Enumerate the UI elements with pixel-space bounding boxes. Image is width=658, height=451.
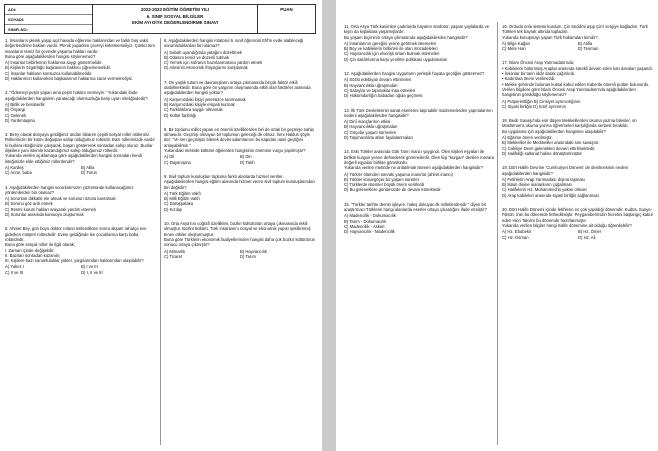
page1-column-2 [164, 38, 316, 448]
exam-header [4, 4, 316, 34]
answer-option[interactable]: A) Yalnız I [5, 264, 24, 270]
answer-option[interactable]: D) Torun [81, 170, 97, 176]
answer-option[interactable]: D) Hz. Ali [578, 234, 596, 240]
answer-options [5, 196, 157, 217]
answer-option[interactable]: A) İnsanlar birbirlerinin haklarına saygı göstermelidir. [5, 60, 103, 66]
answer-option[interactable]: A) Türk Eğitim Vakfı [164, 190, 201, 196]
question [5, 90, 157, 123]
question-stem: 4. Aşağıdakilerden hangisi sorunlarımızın çözümünde kullanacağımız yöntemlerden biri olamaz? [5, 184, 134, 195]
answer-option[interactable]: A) Hz. Ebubekir [502, 229, 532, 235]
answer-option[interactable]: B) Atilla [578, 40, 593, 46]
answer-option[interactable]: B) Din [240, 154, 252, 160]
answer-option[interactable]: A) Madencilik - Dokumacılık [344, 213, 396, 219]
question [502, 118, 654, 156]
question-stem: 1. İnsanların plenik yaşıp açıt havada eğlenme haklarından ve farklı boş vakit değerlendirme hakları vardır. Plenik yaparken çevreyi kirletmemeliyiz. Çünkü tüm insanların temiz bir çevrede yaşama hakları vardır. Buna göre aşağıdakilerden hangisi söylenemez? [5, 38, 155, 59]
surname-field[interactable]: SOYADI: [5, 15, 92, 25]
name-field[interactable]: ADI: [5, 5, 92, 15]
question-stem: 2. "Ödemeyi peşin yapan ama peşin hüküm vermeyin." Yukarıdaki ifade aşağıdakilerden hangisinin yaratacağı olumsuzluğa karşı uyarı niteliğindedir? [5, 90, 148, 101]
answer-option[interactable]: C) Dayanışma [164, 159, 191, 165]
answer-options [5, 102, 157, 123]
answer-option[interactable]: D) Sorunlar arasında kamuoyu oluşturmak [5, 212, 84, 218]
answer-option[interactable]: C) Göçebe yaşam sürmeleri [344, 129, 397, 135]
answer-option[interactable]: D) Yardımlaşma [5, 117, 35, 123]
answer-options [502, 135, 654, 156]
question-stem: 14. Eski Türkler arasında Gök Tanrı inancı yaygındı. Ölen kişileri eşyaları ile birlikte kurgan yerine defnederek gömmelerdir. Ölen kişi "kurgan" denilen mezara değerli eşyaları birlikte gömülürdü. Yukarıda verilen metinde ne anlatılmak istenen aşağıdakilerden hangisidir? [344, 149, 495, 171]
answer-option[interactable]: C) Mete Han [502, 46, 526, 52]
answer-option[interactable]: A) Türkler ölümden sonraki yaşama inanırlar (ahiret inancı) [344, 171, 454, 177]
exam-name: EKİM AYI DİYK DEĞERLENDİRME SINAVI [132, 20, 218, 25]
answer-options [502, 229, 654, 240]
question-stem: 5. Ahmet Bey, gün boyu doktor rolünü üstlendikten sonra akşam rahatça eve giderken müşteri rolündedir. Evine geldiğinde ise çocuklarına karşı baba rolündedir. Buna göre sosyal roller ile ilgili olarak; I. Zaman içinde değişebilir, II. Bazıları sonradan kazanılır, III. Kişilere bazı sorumluluklar yükler, yargılarından haklarından ulaşılabilir? [5, 226, 147, 264]
answer-option[interactable]: B) Kişilerin özgürlüğü başkasının hakkını çiğnememelidir. [5, 65, 111, 71]
question [164, 38, 316, 71]
answer-option[interactable]: C) Halifelerin Hz. Muhammed'in yakını olması [502, 187, 587, 193]
answer-option[interactable]: C) II ve III [5, 269, 24, 275]
answer-option[interactable]: A) Sorunları dikkatle ele almak ve sorunun özünü kavramak [5, 196, 116, 202]
answer-option[interactable]: C) Yemek için sofranın hazırlanmasına yardım etmek [164, 60, 263, 66]
answer-option[interactable]: D) Kültür farklılığı [164, 112, 197, 118]
answer-options [502, 41, 654, 52]
question-stem: 10. Orta Asya'nın coğrafi özellikleri, bozkır kültürünün ortaya çıkmasında etkili olmuştur. Bozkır kültürü, Türk insanlarını sosyal ve ekonomik yapısı şekillenmiş tenev etkiler oluşturmuştur. Buna göre Türklerin ekonomik faaliyetlerinden hangisi daha çok bozkır kültürünün sonucu ortaya çıkmıştır? [164, 221, 315, 248]
answer-options [164, 154, 316, 165]
answer-options [502, 177, 654, 198]
answer-option[interactable]: C) Siyasi birliğin D) Sınıf ayrımının [502, 103, 566, 109]
score-label: PUAN [280, 7, 293, 12]
answer-option[interactable]: C) Madencilik - Askeri [344, 223, 385, 229]
answer-options [344, 41, 496, 62]
answer-option[interactable]: A) Dinî inançlarının etkisi [344, 119, 391, 125]
page1-column-1 [5, 38, 157, 448]
answer-option[interactable]: B) Hayvancılık [240, 248, 267, 254]
answer-options [5, 264, 157, 275]
question-stem: 17. İslam Öncesi Arap Yarımadası'nda; • Kabilelere bölünmüş Araplar arasında sürekli devam eden kan davaları yaşandı. • İnsanlar bir tanrı iddir darak çağırılırdı. • Kadınlara önem verilmezdi. • Mekke şehrinde bulunan kutsal kabul edilen Kabe'de önemli putları bulunurdu. Verilen bilgilere göre İslam Öncesi Arap Yarımadası'nda aşağıdakilerden hangisinin görüldüğü söylenemez? [502, 60, 653, 98]
question-stem: 19. Dört Halife Devrine 'Cumhuriyet Dönemi' de denilmesinin nedeni aşağıdakilerden hangisidir? [502, 165, 629, 176]
question-stem: 3. Birey olarak dünyaya geldiğimiz andan itibaren çeşitli sosyal roller üstleniriz. Rollerimizin bir kısmı doğuştan sahip olduğumuz rollerdir. Bazı rollerimizde vardır ki burlara isteğimizle çalışarak, başarı göstererek sonradan sahip oluruz. Bunlar ilişkilere yani istemle kazandığımız sahip olduğumuz rollerdir. Yukarıda verilen açıklamaya göre aşağıdakilerden hangisi sonradan kendi isteğimizle elde ettiğimiz rollerdendir? [5, 132, 155, 164]
page2-column-2 [502, 24, 654, 448]
answer-option[interactable]: B) Karşımızdaki kişiyle empati kurmak [164, 101, 235, 107]
column-divider [497, 22, 498, 445]
exam-page-1 [0, 0, 322, 451]
question [5, 38, 157, 81]
answer-option[interactable]: B) Türkler konargöçer bir yaşam sürerler [344, 176, 420, 182]
answer-options [164, 191, 316, 212]
answer-option[interactable]: B) Odasını temiz ve düzenli tutmak [164, 54, 229, 60]
answer-option[interactable]: C) Resmi kurum hakları arayarak yardım istemek [5, 206, 96, 212]
question-stem: 18. Bedir Savaşı'nda esir düşen Mekkelilerden okuma yazma bilenler, on Müslüman'a okuma yazma öğretmeleri karşılığında serbest bırakıldı. Bu uygulama için aşağıdakilerden hangisine ulaşılabilir? [502, 118, 637, 134]
question-stem: 13. İlk Türk Devletlerinin sanat eserlerini taşınabilir malzemelerden yapmalarının nedeni aşağıdakilerden hangisidir? [344, 107, 493, 118]
answer-option[interactable]: A) Mimarlık [164, 248, 186, 254]
answer-option[interactable]: B) Tarım - Dokumacılık [344, 218, 387, 224]
answer-option[interactable]: D) Halifeliği saltanat haline dönüştürmüştür [502, 150, 582, 156]
answer-options [502, 99, 654, 110]
question [5, 226, 157, 275]
question [5, 132, 157, 175]
question [502, 207, 654, 240]
answer-option[interactable]: C) Saraylar ve tapınaklar inşa etmeleri [344, 87, 416, 93]
answer-option[interactable]: C) Farklılıklara saygılı olmamak [164, 107, 223, 113]
question [164, 127, 316, 165]
answer-option[interactable]: D) Çin saldırılarına karşı yenilme politikası uygulamaları [344, 56, 448, 62]
answer-option[interactable]: A) İnsanlarının gereğini yerine getirmek istemeleri [344, 40, 437, 46]
answer-option[interactable]: B) Hz. Ömer [578, 229, 602, 235]
question-stem: 7. On yaşlık tutum ve davranışların ortaya çıkmasında birçok faktör etkili olabilmektedir. Buna göre ön yargının oluşmasında etkili olan faktörler arasında aşağıdakilerden hangisi yoktur? [164, 79, 311, 96]
answer-option[interactable]: B) Abla [81, 164, 95, 170]
answer-option[interactable]: D) Tarih [240, 159, 255, 165]
exam-title [93, 5, 257, 33]
answer-option[interactable]: B) I ve III [81, 264, 98, 270]
question [344, 24, 496, 62]
answer-option[interactable]: B) Milli Eğitim Vakfı [164, 196, 200, 202]
page2-column-1 [344, 24, 496, 448]
question [164, 221, 316, 259]
answer-option[interactable]: D) Arap kabileleri arasında siyasi birliğin sağlanması [502, 192, 599, 198]
question-stem: 12. Aşağıdakilerden hangisi Uygurların yerleşik hayata geçtiğini göstermez? [344, 71, 485, 77]
answer-option[interactable]: A) Bilge Kağan [502, 40, 530, 46]
question [344, 71, 496, 98]
answer-options [344, 77, 496, 98]
answer-option[interactable]: D) Haklarımızı kullanırken başkalarının haklarına zarar vermemeliyiz. [5, 76, 133, 82]
answer-option[interactable]: A) Karşımızdaki kişiyi yetersizce tanımamak [164, 96, 246, 102]
question [502, 24, 654, 51]
answer-option[interactable]: D) Bu geleneklere günümüzde de devam etmektedir [344, 187, 441, 193]
question [344, 149, 496, 192]
answer-option[interactable]: B) İslam dinine inananların çoğalması [502, 182, 572, 188]
answer-option[interactable]: A) Sabah uyandığında yatağını düzeltmek [164, 49, 242, 55]
question-stem: 16. Orduda onlu sistemi kurdum. Çin Seddi'ni aşıp Çin'i vergiye bağladım. Türk Türkleri tek bayrak altında topladım. Yukarıda konuşmayı yapan Türk hükümdarı kimdir? [502, 24, 648, 40]
answer-option[interactable]: A) Putperestliğin B) Cinsiyet ayrımcılığının [502, 98, 581, 104]
question [344, 108, 496, 141]
answer-options [344, 172, 496, 193]
answer-option[interactable]: A) Eğitime önem verilmiştir. [502, 135, 553, 141]
answer-option[interactable]: C) Hayvancılık için elverişli ortam bulmak istemeleri [344, 51, 440, 57]
class-number-field[interactable]: SINIFI-NO: [8, 27, 28, 32]
question [5, 185, 157, 218]
answer-options [164, 249, 316, 260]
answer-option[interactable]: D) Hayvancılık - Madencilik [344, 229, 395, 235]
answer-options [5, 60, 157, 81]
answer-option[interactable]: D) Hükümdarlığın babadan oğula geçmesi [344, 93, 423, 99]
question-stem: 8. Bir toplumu millet yapan en önemli özelliklerden biri de ortak bir geçmişe sahip olmasıdır. Geçmişi olmayan bir toplumun geleceği de olmaz. İsmi Haldun şöyle der: "Ve sen geçmişini bilerek devlet adamlarının bu kapıdan nasıl geçtiğini anlayabilirsin." Yukarıdaki metinde kültürel öğelerden hangisinin önemine vurgu yapılmıştır? [164, 126, 314, 154]
question-stem: 9. Sivil toplum kuruluşları topluma farklı alanlarda hizmet verirler. Aşağıdakilerden hangisi eğitim alanında hizmet veren sivil toplum kuruluşlarından biri değildir? [164, 173, 315, 190]
answer-option[interactable]: C) Türklerde istemler büyük önem verirlerdi [344, 182, 425, 188]
course-name: 6. SINIF SOSYAL BİLGİLER [146, 13, 204, 19]
answer-option[interactable]: C) Gelenek [5, 112, 27, 118]
answer-option[interactable]: B) Mekkeliler ile Medineliler arasındaki son savaşıtır. [502, 140, 600, 146]
student-info-box [5, 5, 93, 33]
question-stem: 6. Aşağıdakilerden hangisi rotatorul 6. sınıf öğrencisi Elif'in evde alabileceği sorumluluklardan biri olamaz? [164, 38, 304, 49]
question [164, 80, 316, 118]
answer-option[interactable]: D) Taşımacılıkta atları faydalanmaları [344, 135, 414, 141]
answer-option[interactable]: C) Cahiliye Devri gelenekleri devam ettirilmektedir. [502, 145, 596, 151]
answer-options [5, 165, 157, 176]
answer-options [344, 119, 496, 140]
answer-option[interactable]: C) Hz. Osman [502, 234, 529, 240]
score-box[interactable] [257, 5, 315, 33]
question [502, 60, 654, 109]
answer-option[interactable]: A) Kardeş [5, 164, 24, 170]
answer-options [164, 97, 316, 118]
question [502, 165, 654, 198]
answer-option[interactable]: B) Sorunu göz ardı etmek [5, 201, 53, 207]
question [344, 202, 496, 235]
answer-options [344, 213, 496, 234]
answer-option[interactable]: A) Dil [164, 154, 175, 160]
question-stem: 15. "Türkler tarihte demiri işleyen, hakış dokuyan ilk milletlerdendir." diyen bir araştırmacı Türklerin hangi alanlarda eserler ortaya çıkardığını ifade etmiştir? [344, 201, 487, 213]
answer-option[interactable]: D) Kızılay [164, 206, 183, 212]
answer-option[interactable]: D) I, II ve III [81, 269, 103, 275]
answer-option[interactable]: B) Hayvancılıkla uğraşmaları [344, 124, 398, 130]
exam-page-2 [336, 0, 658, 451]
answer-option[interactable]: B) Önyargı [5, 107, 26, 113]
answer-option[interactable]: C) Ticaret [164, 253, 183, 259]
answer-option[interactable]: D) Teoman [578, 46, 599, 52]
answer-option[interactable]: B) Hayvancılıkla uğraşmaları [344, 82, 398, 88]
answer-option[interactable]: A) Birlik ve beraberlik [5, 101, 45, 107]
answer-option[interactable]: B) Boy ve kabilelerin birbirleri ile olan mücadeleleri [344, 46, 438, 52]
question [164, 174, 316, 212]
answer-options [164, 50, 316, 71]
answer-option[interactable]: C) İnsanlar hakların sonsuzca kullanabilmelidir. [5, 70, 93, 76]
answer-option[interactable]: C) Darüşşafaka [164, 201, 194, 207]
answer-option[interactable]: D) Tarım [240, 253, 256, 259]
column-divider [160, 38, 161, 445]
question-stem: 11. Orta Asya Türk kavimleri çadırlarda hayatını sürdürür, yaşam yaylalarda ve kışın da kışlaklara yaşamışlardır. Bu yaşam biçiminin ortaya çıkmasında aşağıdakilerden hangisidir? [344, 24, 490, 40]
question-stem: 20. Dört Halife Dönemi içinde fetihlerin en çok yapıldığı dönemdir. Kudüs, Suriye-Filistin, İran bu dönemde fethedilmiştir. Peygamberimizin hicretini başlangıç kabul eden Hicri Takvim bu dönemde hazırlanmıştır. Yukarıda verilen bilgiler hangi halife dönemine ait olduğu öğrenilebilir? [502, 207, 653, 228]
answer-option[interactable]: A) Sözlü edebiyatı devam ettirmeleri [344, 77, 412, 83]
answer-option[interactable]: A) Fetihlerin Arap Yarımadası dışına taşması [502, 176, 585, 182]
answer-option[interactable]: C) Anne, baba [5, 170, 32, 176]
answer-option[interactable]: D) Ailesinin ekonomik ihtiyaçlarını karşılamak [164, 65, 248, 71]
school-year: 2022-2023 EĞİTİM ÖĞRETİM YILI [140, 7, 210, 12]
